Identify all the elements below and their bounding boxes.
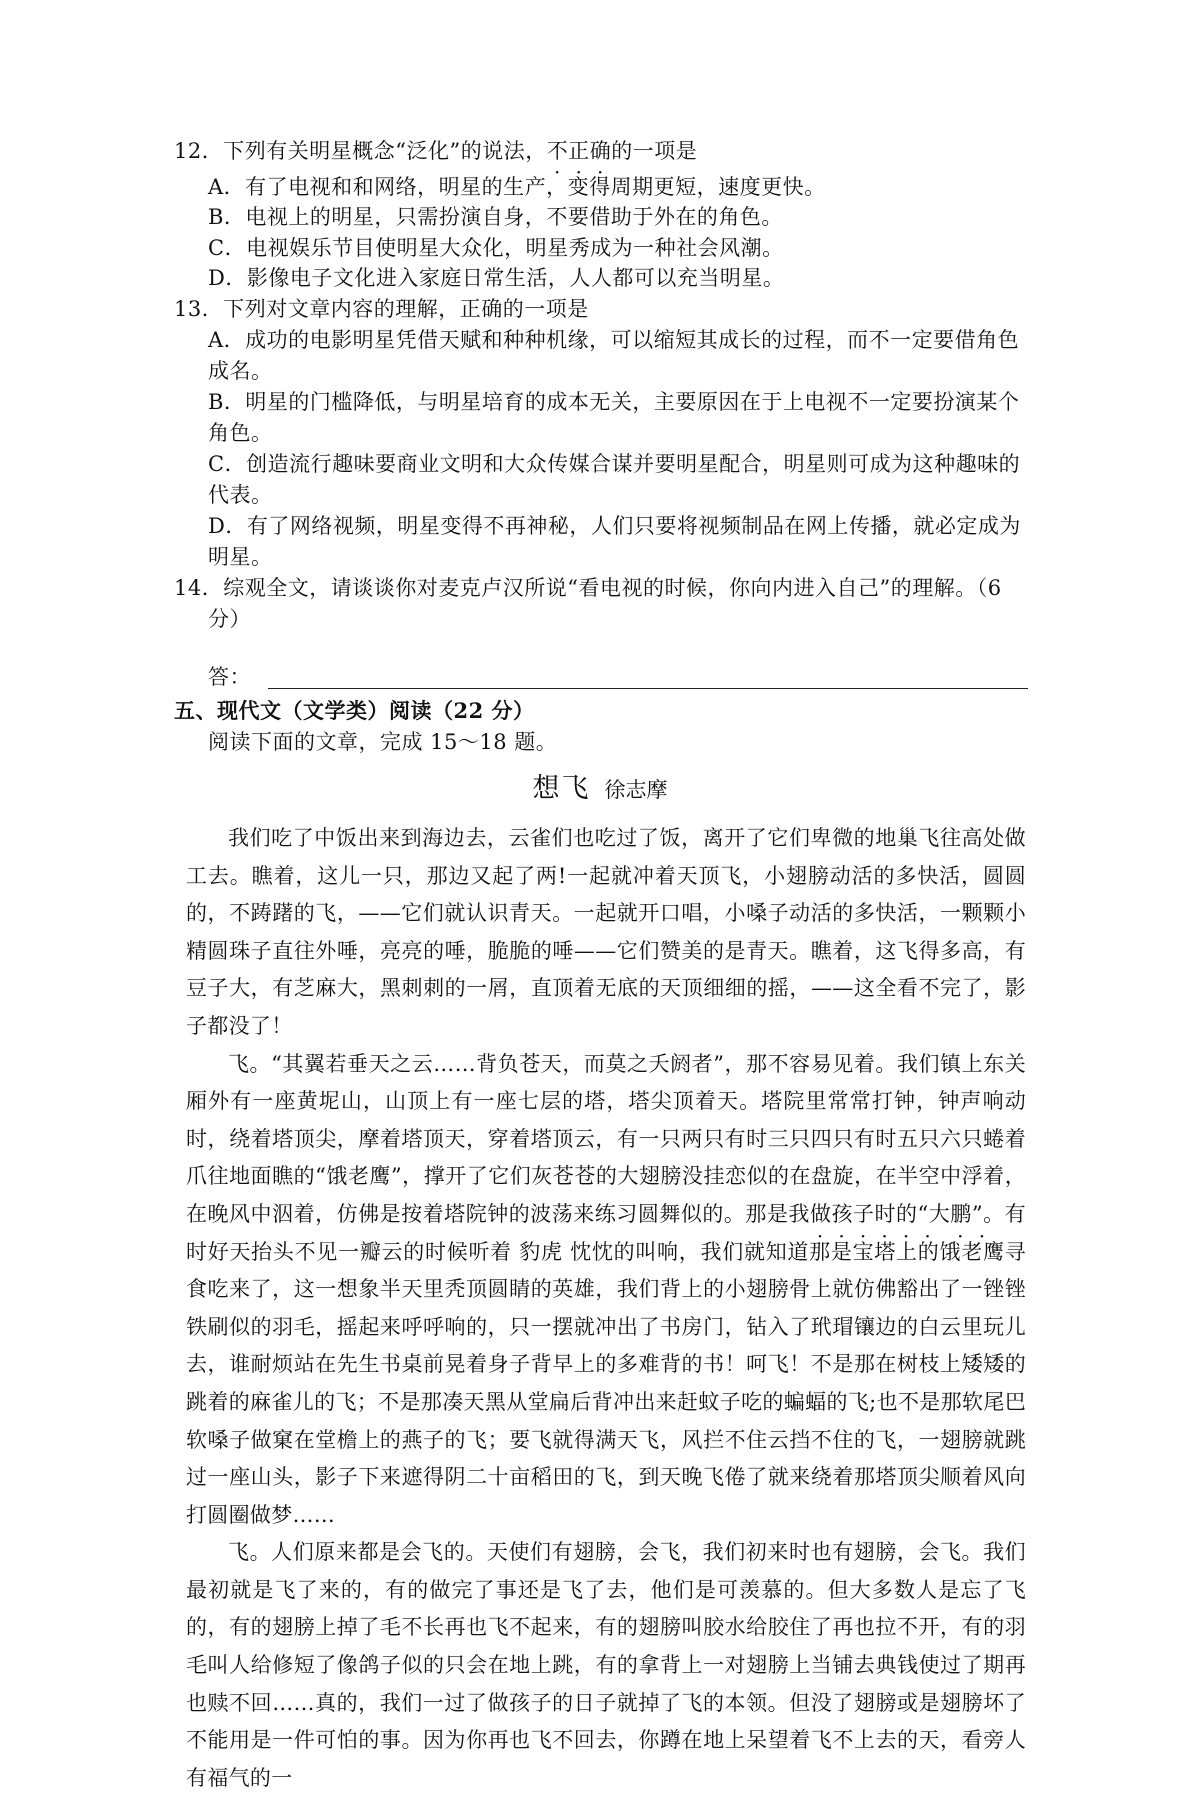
essay-paragraph-2-after: 。有时好天抬头不见一瓣云的时候听着 豹虎 忱忱的叫响，我们就知道那是宝塔上的饿老鹰寻食吃来了，这一想象半天里秃顶圆睛的英雄，我们背上的小翅膀骨上就仿佛豁出了一锉锉铁刷似的羽毛，摇起来呼呼响的，只一摆就冲出了书房门，钻入了玳瑁镶边的白云里玩儿去，谁耐烦站在先生书桌前晃着身子背早上的多难背的书！呵飞！不是那在树枝上矮矮的跳着的麻雀儿的飞；不是那凑天黑从堂扁后背冲出来赶蚊子吃的蝙蝠的飞;也不是那软尾巴软嗓子做窠在堂檐上的燕子的飞；要飞就得满天飞，风拦不住云挡不住的飞，一翅膀就跳过一座山头，影子下来遮得阴二十亩稻田的飞，到天晚飞倦了就来绕着那塔顶尖顺着风向打圆圈做梦…… [186, 1201, 1026, 1527]
essay-paragraph-1: 我们吃了中饭出来到海边去，云雀们也吃过了饭，离开了它们卑微的地巢飞往高处做工去。瞧着，这儿一只，那边又起了两!一起就冲着天顶飞，小翅膀动活的多快活，圆圆的，不踌躇的飞，——它们就认识青天。一起就开口唱，小嗓子动活的多快活，一颗颗小精圆珠子直往外唾，亮亮的唾，脆脆的唾——它们赞美的是青天。瞧着，这飞得多高，有豆子大，有芝麻大，黑刺刺的一屑，直顶着无底的天顶细细的摇，——这全看不完了，影子都没了！ [186, 826, 1026, 1038]
q12-stem-before: 12．下列有关明星概念“泛化”的说法， [174, 139, 547, 163]
essay-title-block [0, 766, 1200, 805]
q12-option-a: A．有了电视和和网络，明星的生产，变得周期更短，速度更快。 [208, 175, 826, 199]
q13-stem: 13．下列对文章内容的理解，正确的一项是 [174, 297, 589, 321]
q14-stem-line1: 14．综观全文，请谈谈你对麦克卢汉所说“看电视的时候，你向内进入自己”的理解。（6 [174, 576, 1002, 600]
q12-option-d: D．影像电子文化进入家庭日常生活，人人都可以充当明星。 [208, 266, 785, 290]
emphasis-char: 时 [874, 1201, 896, 1226]
q14-answer-line[interactable] [268, 688, 1028, 689]
emphasis-char: ” [971, 1201, 983, 1226]
q13-option-d-line2: 明星。 [208, 545, 273, 569]
q14-stem-line2: 分） [208, 607, 251, 631]
emphasis-char: 大 [928, 1201, 951, 1226]
emphasis-char: “ [917, 1201, 929, 1226]
section5-instruction: 阅读下面的文章，完成 15～18 题。 [208, 730, 558, 754]
q13-option-c-line2: 代表。 [208, 483, 273, 507]
q13-option-a-line1: A．成功的电影明星凭借天赋和种种机缘，可以缩短其成长的过程，而不一定要借角色 [208, 328, 1020, 352]
essay-paragraph-2-before: 飞。“其翼若垂天之云……背负苍天，而莫之夭阏者”，那不容易见着。我们镇上东关厢外有一座黄坭山，山顶上有一座七层的塔，塔尖顶着天。塔院里常常打钟，钟声响动时，绕着塔顶尖，摩着塔顶天，穿着塔顶云，有一只两只有时三只四只有时五只六只蜷着爪往地面瞧的“饿老鹰”，撑开了它们灰苍苍的大翅膀没挂恋似的在盘旋，在半空中浮着，在晚风中泅着，仿佛是按着塔院钟的波荡来练习圆舞似的。那是 [186, 1051, 1026, 1226]
essay-paragraph-2 [186, 1046, 1026, 1535]
q13-option-c-line1: C．创造流行趣味要商业文明和大众传媒合谋并要明星配合，明星则可成为这种趣味的 [208, 452, 1021, 476]
emphasis-char: 正 [568, 139, 590, 163]
emphasis-char: 孩 [831, 1201, 853, 1226]
q13-option-a-line2: 成名。 [208, 359, 273, 383]
q13-option-d-line1: D．有了网络视频，明星变得不再神秘，人们只要将视频制品在网上传播，就必定成为 [208, 514, 1021, 538]
section5-heading: 五、现代文（文学类）阅读（22 分） [174, 698, 535, 723]
emphasis-char: 做 [809, 1201, 832, 1226]
q12-option-c: C．电视娱乐节目使明星大众化，明星秀成为一种社会风潮。 [208, 236, 784, 260]
q13-option-b-line2: 角色。 [208, 421, 273, 445]
essay-body [186, 820, 1026, 1797]
q13-option-b-line1: B．明星的门槛降低，与明星培育的成本无关，主要原因在于上电视不一定要扮演某个 [208, 390, 1020, 414]
emphasis-char: 鹏 [950, 1201, 972, 1226]
essay-paragraph-2-emphasis [788, 1202, 982, 1226]
essay-author: 徐志摩 [604, 778, 668, 802]
q12-stem [174, 134, 697, 168]
emphasis-char: 子 [852, 1201, 875, 1226]
emphasis-char: 我 [788, 1201, 810, 1226]
essay-title: 想飞 [532, 773, 591, 804]
emphasis-char: 确 [589, 139, 612, 163]
q12-stem-after: 的一项是 [611, 139, 698, 163]
emphasis-char: 的 [896, 1201, 918, 1226]
q12-option-b: B．电视上的明星，只需扮演自身，不要借助于外在的角色。 [208, 205, 783, 229]
q14-answer-label: 答： [208, 665, 251, 689]
q12-stem-emphasis [547, 139, 612, 163]
essay-paragraph-3: 飞。人们原来都是会飞的。天使们有翅膀，会飞，我们初来时也有翅膀，会飞。我们最初就是飞了来的，有的做完了事还是飞了去，他们是可羡慕的。但大多数人是忘了飞的，有的翅膀上掉了毛不长再也飞不起来，有的翅膀叫胶水给胶住了再也拉不开，有的羽毛叫人给修短了像鸽子似的只会在地上跳，有的拿背上一对翅膀上当铺去典钱使过了期再也赎不回……真的，我们一过了做孩子的日子就掉了飞的本领。但没了翅膀或是翅膀坏了不能用是一件可怕的事。因为你再也飞不回去，你蹲在地上呆望着飞不上去的天，看旁人有福气的一 [186, 1540, 1026, 1790]
emphasis-char: 不 [546, 139, 569, 163]
